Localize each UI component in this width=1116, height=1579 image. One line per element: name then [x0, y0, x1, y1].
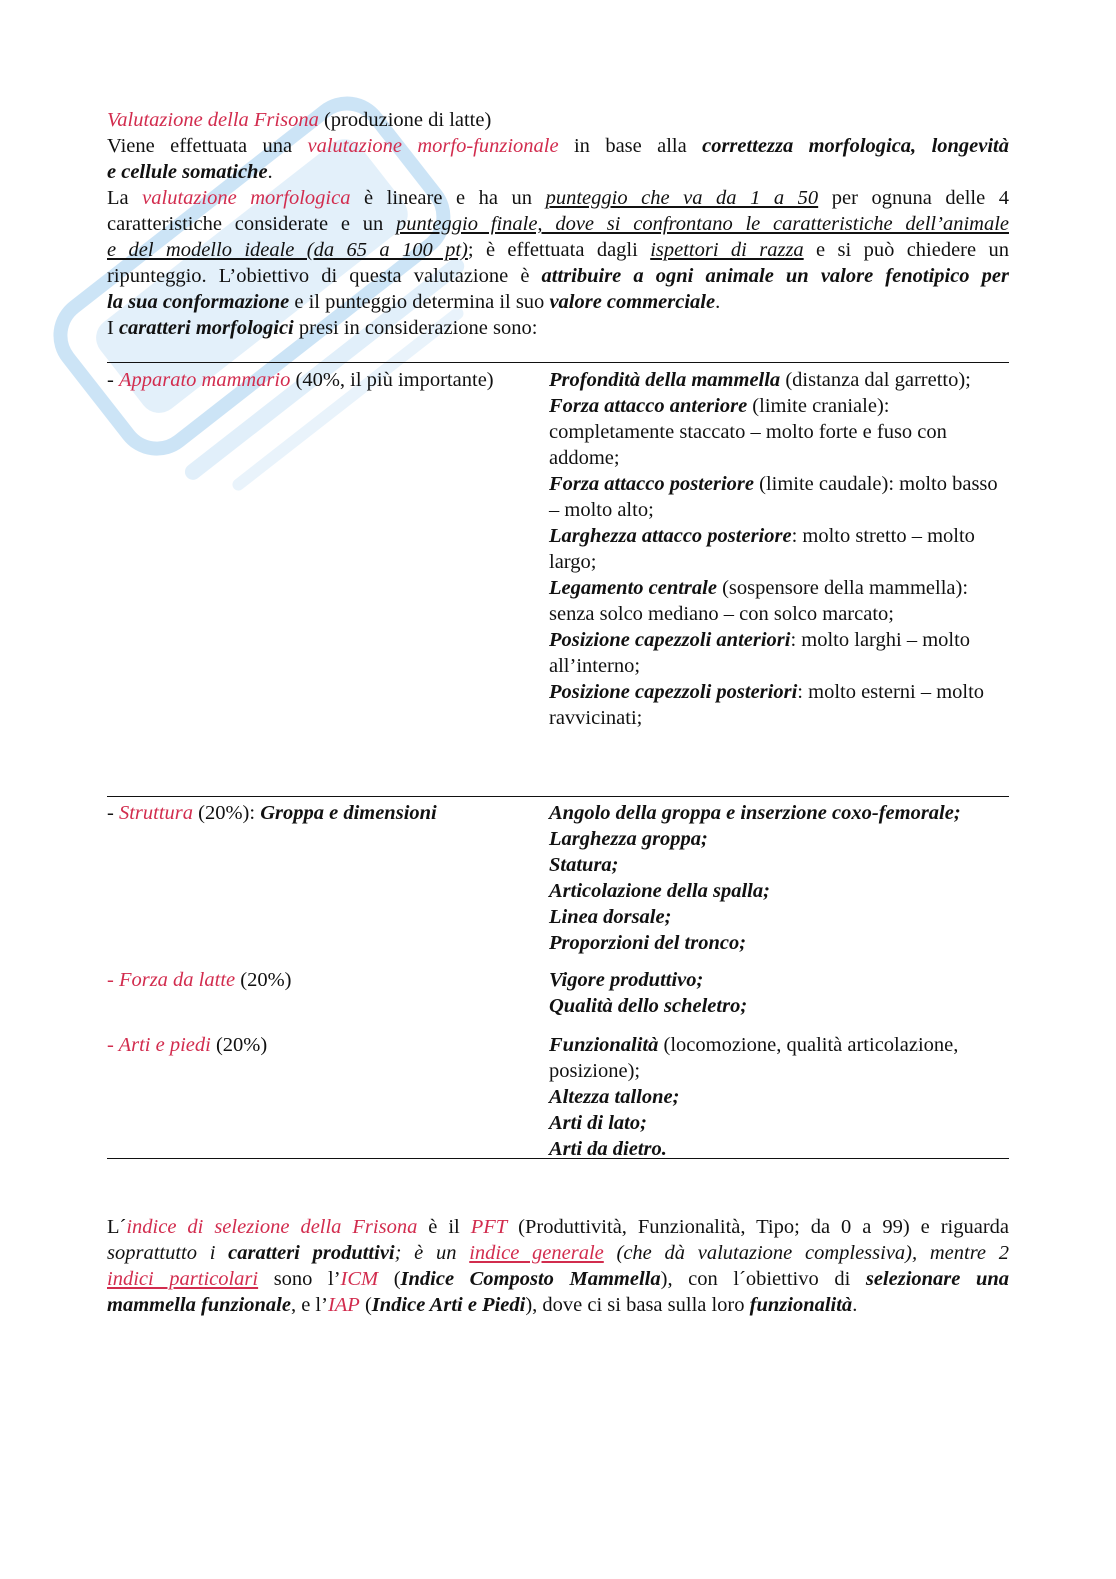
text-run: .: [852, 1294, 858, 1316]
underlined-term: e del modello ideale (da 65 a 100 pt): [107, 239, 468, 261]
text-run: in base alla: [558, 135, 703, 157]
text-run: ; è effettuata dagli: [467, 239, 651, 261]
underlined-term: punteggio che va da 1 a 50: [545, 187, 819, 209]
trait-item: Vigore produttivo;: [549, 969, 704, 991]
intro-line-2: [107, 159, 1009, 185]
highlight-term: ICM: [340, 1268, 379, 1290]
highlight-term: IAP: [327, 1294, 360, 1316]
text-run: sono l’: [258, 1268, 341, 1290]
closing-line-2: [107, 1240, 1009, 1266]
text-run: soprattutto i: [107, 1242, 229, 1264]
category-weight: (20%): [235, 969, 292, 991]
text-run: ), dove ci si basa sulla loro: [525, 1294, 750, 1316]
highlight-term: valutazione morfologica: [142, 187, 351, 209]
highlight-term: indice generale: [469, 1242, 604, 1264]
trait-item: Proporzioni del tronco;: [549, 932, 747, 954]
doc-title-line: [107, 107, 1009, 133]
text-run: Viene effettuata una: [107, 135, 308, 157]
emphasis-term: e cellule somatiche: [107, 161, 268, 183]
category-weight: (20%):: [193, 802, 261, 824]
trait-name: Forza attacco posteriore: [549, 473, 754, 495]
intro-line-1: [107, 133, 1009, 159]
trait-item: [549, 575, 1011, 627]
table-bottom-rule: [107, 1158, 1009, 1159]
trait-item: Arti di lato;: [549, 1112, 647, 1134]
highlight-term: indice di selezione della Frisona: [126, 1216, 418, 1238]
trait-desc: (limite craniale): completamente staccato – molto forte e fuso con addome;: [549, 395, 947, 469]
trait-item: Angolo della groppa e inserzione coxo-femorale;: [549, 802, 961, 824]
emphasis-term: Indice Composto Mammella: [400, 1268, 661, 1290]
intro-line-5: [107, 237, 1009, 263]
trait-name: Funzionalità: [549, 1034, 659, 1056]
trait-desc: : molto stretto – molto largo;: [549, 525, 975, 573]
trait-name: Forza attacco anteriore: [549, 395, 748, 417]
highlight-term: indici particolari: [107, 1268, 259, 1290]
text-run: (che dà valutazione complessiva), mentre 2: [603, 1242, 1009, 1264]
category-name: - Arti e piedi: [107, 1034, 211, 1056]
trait-desc: (limite caudale): molto basso – molto alto;: [549, 473, 998, 521]
closing-line-3: [107, 1266, 1009, 1292]
trait-item: [549, 367, 1011, 393]
row-forza-label: [107, 967, 537, 993]
emphasis-term: caratteri morfologici: [118, 317, 294, 339]
trait-item: Altezza tallone;: [549, 1086, 680, 1108]
text-run: per ognuna delle 4: [818, 187, 1009, 209]
category-subtitle: Groppa e dimensioni: [260, 802, 437, 824]
text-run: ripunteggio. L’obiettivo di questa valutazione è: [107, 265, 542, 287]
text-run: -: [107, 802, 119, 824]
trait-item: Linea dorsale;: [549, 906, 672, 928]
row-arti-traits: [549, 1032, 1011, 1162]
trait-item: Statura;: [549, 854, 619, 876]
text-run: L´: [107, 1216, 127, 1238]
emphasis-term: la sua conformazione: [107, 291, 290, 313]
trait-item: Articolazione della spalla;: [549, 880, 770, 902]
intro-line-7: [107, 289, 1009, 315]
trait-item: [549, 1032, 1011, 1084]
text-run: e il punteggio determina il suo: [289, 291, 550, 313]
emphasis-term: attribuire a ogni animale un valore fenotipico per: [541, 265, 1009, 287]
text-run: .: [715, 291, 721, 313]
closing-line-1: [107, 1214, 1009, 1240]
row-forza-traits: [549, 967, 1011, 1019]
trait-name: Legamento centrale: [549, 577, 717, 599]
emphasis-term: valore commerciale: [549, 291, 716, 313]
category-weight: (40%, il più importante): [290, 369, 494, 391]
trait-desc: (sospensore della mammella): senza solco mediano – con solco marcato;: [549, 577, 969, 625]
row-mammario-label: [107, 367, 537, 393]
text-run: caratteristiche considerate e un: [107, 213, 396, 235]
trait-item: Arti da dietro.: [549, 1138, 667, 1160]
text-run: e si può chiedere un: [803, 239, 1009, 261]
text-run: presi in considerazione sono:: [293, 317, 538, 339]
doc-title: Valutazione della Frisona: [107, 109, 319, 131]
table-middle-rule: [107, 796, 1009, 797]
intro-line-4: [107, 211, 1009, 237]
row-struttura-label: [107, 800, 537, 826]
text-run: è lineare e ha un: [350, 187, 546, 209]
row-arti-label: [107, 1032, 537, 1058]
text-run: La: [107, 187, 143, 209]
trait-item: [549, 679, 1011, 731]
emphasis-term: mammella funzionale: [107, 1294, 291, 1316]
table-top-rule: [107, 362, 1009, 363]
highlight-term: valutazione morfo-funzionale: [307, 135, 559, 157]
category-weight: (20%): [210, 1034, 268, 1056]
trait-desc: : molto esterni – molto ravvicinati;: [549, 681, 985, 729]
category-name: Apparato mammario: [118, 369, 291, 391]
highlight-term: PFT: [470, 1216, 508, 1238]
intro-line-8: [107, 315, 1009, 341]
underlined-term: punteggio finale, dove si confrontano le caratteristiche dell’animale: [395, 213, 1009, 235]
text-run: -: [107, 369, 119, 391]
trait-desc: (locomozione, qualità articolazione, posizione);: [549, 1034, 959, 1082]
row-struttura-traits: [549, 800, 1011, 956]
emphasis-term: selezionare una: [865, 1268, 1010, 1290]
trait-name: Larghezza attacco posteriore: [549, 525, 792, 547]
trait-desc: (distanza dal garretto);: [780, 369, 971, 391]
emphasis-term: funzionalità: [749, 1294, 853, 1316]
row-mammario-traits: [549, 367, 1011, 731]
trait-item: Qualità dello scheletro;: [549, 995, 748, 1017]
closing-line-4: [107, 1292, 1009, 1318]
trait-item: [549, 393, 1011, 471]
doc-title-suffix: (produzione di latte): [318, 109, 492, 131]
trait-name: Posizione capezzoli posteriori: [549, 681, 798, 703]
emphasis-term: caratteri produttivi: [228, 1242, 395, 1264]
trait-item: [549, 471, 1011, 523]
trait-item: [549, 523, 1011, 575]
text-run: (: [378, 1268, 401, 1290]
trait-item: [549, 627, 1011, 679]
intro-line-3: [107, 185, 1009, 211]
text-run: .: [267, 161, 273, 183]
text-run: , e l’: [290, 1294, 328, 1316]
trait-name: Posizione capezzoli anteriori: [549, 629, 791, 651]
text-run: I: [107, 317, 119, 339]
text-run: è il: [417, 1216, 471, 1238]
text-run: ), con l´obiettivo di: [660, 1268, 866, 1290]
trait-item: Larghezza groppa;: [549, 828, 708, 850]
category-name: - Forza da latte: [107, 969, 236, 991]
category-name: Struttura: [118, 802, 193, 824]
emphasis-term: correttezza morfologica, longevità: [702, 135, 1010, 157]
trait-name: Profondità della mammella: [549, 369, 781, 391]
intro-line-6: [107, 263, 1009, 289]
trait-desc: : molto larghi – molto all’interno;: [549, 629, 971, 677]
text-run: ; è un: [394, 1242, 470, 1264]
text-run: (Produttività, Funzionalità, Tipo; da 0 a 99) e riguarda: [507, 1216, 1010, 1238]
emphasis-term: Indice Arti e Piedi: [371, 1294, 526, 1316]
underlined-term: ispettori di razza: [650, 239, 804, 261]
text-run: (: [359, 1294, 372, 1316]
